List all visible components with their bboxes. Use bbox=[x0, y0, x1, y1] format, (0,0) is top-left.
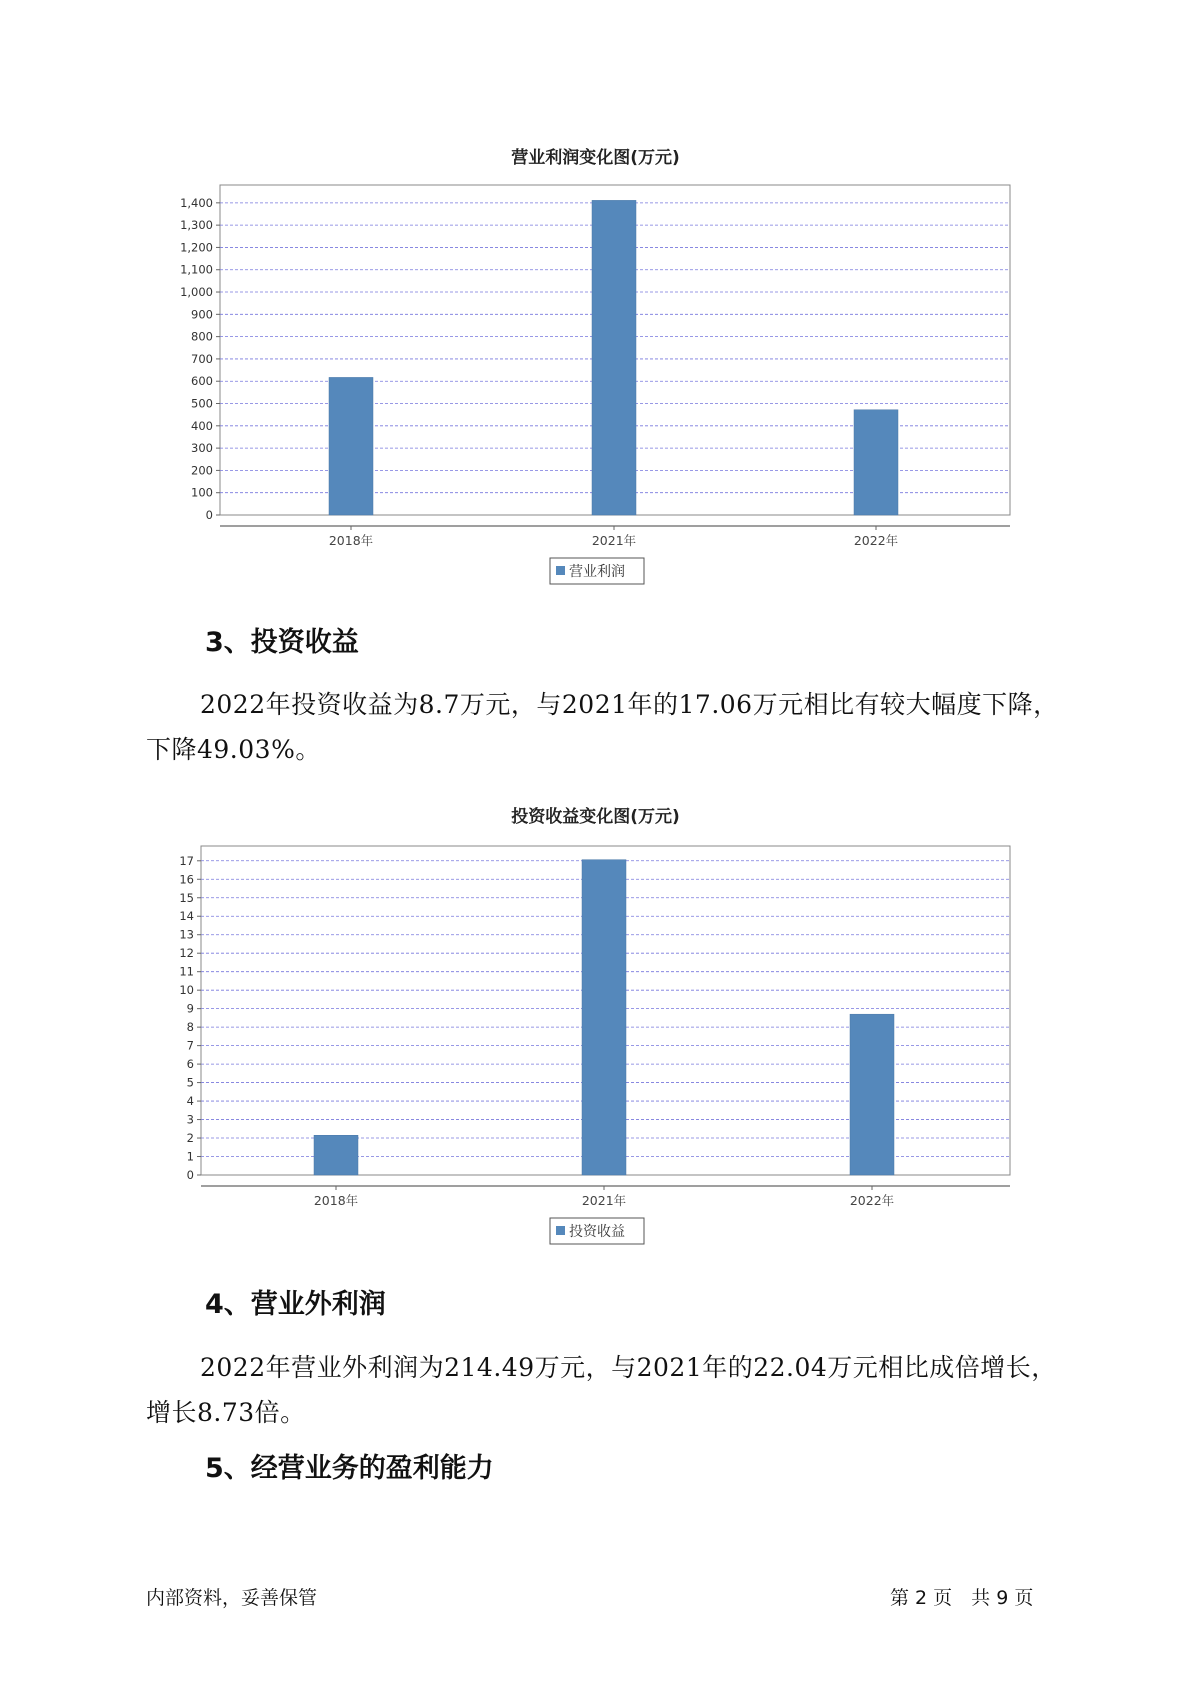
y-tick-label: 8 bbox=[186, 1020, 194, 1035]
y-tick-label: 16 bbox=[179, 872, 194, 887]
y-tick-label: 1,300 bbox=[180, 218, 213, 233]
legend-swatch bbox=[556, 1226, 565, 1235]
y-tick-label: 200 bbox=[191, 463, 213, 478]
bar bbox=[850, 1014, 894, 1175]
y-tick-label: 10 bbox=[179, 983, 194, 998]
y-tick-label: 100 bbox=[191, 485, 213, 500]
y-tick-label: 1,000 bbox=[180, 285, 213, 300]
y-tick-label: 2 bbox=[186, 1131, 194, 1146]
chart-2-title: 投资收益变化图(万元) bbox=[511, 807, 680, 827]
y-tick-label: 14 bbox=[179, 909, 194, 924]
y-tick-label: 1,400 bbox=[180, 195, 213, 210]
section-3-heading: 3、投资收益 bbox=[205, 627, 359, 658]
y-tick-label: 500 bbox=[191, 396, 213, 411]
bar bbox=[582, 860, 626, 1175]
y-tick-label: 3 bbox=[186, 1112, 194, 1127]
legend-label: 营业利润 bbox=[569, 564, 625, 580]
y-tick-label: 700 bbox=[191, 351, 213, 366]
y-tick-label: 12 bbox=[179, 946, 194, 961]
x-tick-label: 2018年 bbox=[328, 533, 374, 548]
y-tick-label: 7 bbox=[186, 1038, 194, 1053]
footer-page-number: 第 2 页 共 9 页 bbox=[890, 1587, 1034, 1609]
y-tick-label: 600 bbox=[191, 374, 213, 389]
x-tick-label: 2021年 bbox=[591, 533, 637, 548]
section-4-heading: 4、营业外利润 bbox=[205, 1289, 386, 1320]
x-tick-label: 2022年 bbox=[853, 533, 899, 548]
section-4-paragraph: 2022年营业外利润为214.49万元，与2021年的22.04万元相比成倍增长，增长8.73倍。 bbox=[146, 1353, 1057, 1427]
y-tick-label: 800 bbox=[191, 329, 213, 344]
y-tick-label: 9 bbox=[186, 1001, 194, 1016]
x-tick-label: 2018年 bbox=[313, 1193, 359, 1208]
y-tick-label: 6 bbox=[186, 1057, 194, 1072]
y-tick-label: 4 bbox=[186, 1094, 194, 1109]
y-tick-label: 13 bbox=[179, 927, 194, 942]
y-tick-label: 5 bbox=[186, 1075, 194, 1090]
y-tick-label: 11 bbox=[179, 964, 194, 979]
y-tick-label: 1,100 bbox=[180, 262, 213, 277]
y-tick-label: 1,200 bbox=[180, 240, 213, 255]
footer-confidential-note: 内部资料，妥善保管 bbox=[146, 1587, 318, 1609]
x-tick-label: 2022年 bbox=[849, 1193, 895, 1208]
section-3-paragraph: 2022年投资收益为8.7万元，与2021年的17.06万元相比有较大幅度下降，下降49.03%。 bbox=[146, 690, 1059, 764]
y-tick-label: 15 bbox=[179, 890, 194, 905]
bar bbox=[314, 1135, 358, 1175]
y-tick-label: 900 bbox=[191, 307, 213, 322]
y-tick-label: 1 bbox=[186, 1149, 194, 1164]
x-tick-label: 2021年 bbox=[581, 1193, 627, 1208]
chart-1-title: 营业利润变化图(万元) bbox=[511, 148, 680, 168]
y-tick-label: 17 bbox=[179, 853, 194, 868]
y-tick-label: 300 bbox=[191, 441, 213, 456]
y-tick-label: 0 bbox=[186, 1168, 194, 1182]
y-tick-label: 400 bbox=[191, 418, 213, 433]
legend-label: 投资收益 bbox=[569, 1224, 625, 1240]
y-tick-label: 0 bbox=[205, 508, 213, 522]
section-5-heading: 5、经营业务的盈利能力 bbox=[205, 1453, 494, 1484]
